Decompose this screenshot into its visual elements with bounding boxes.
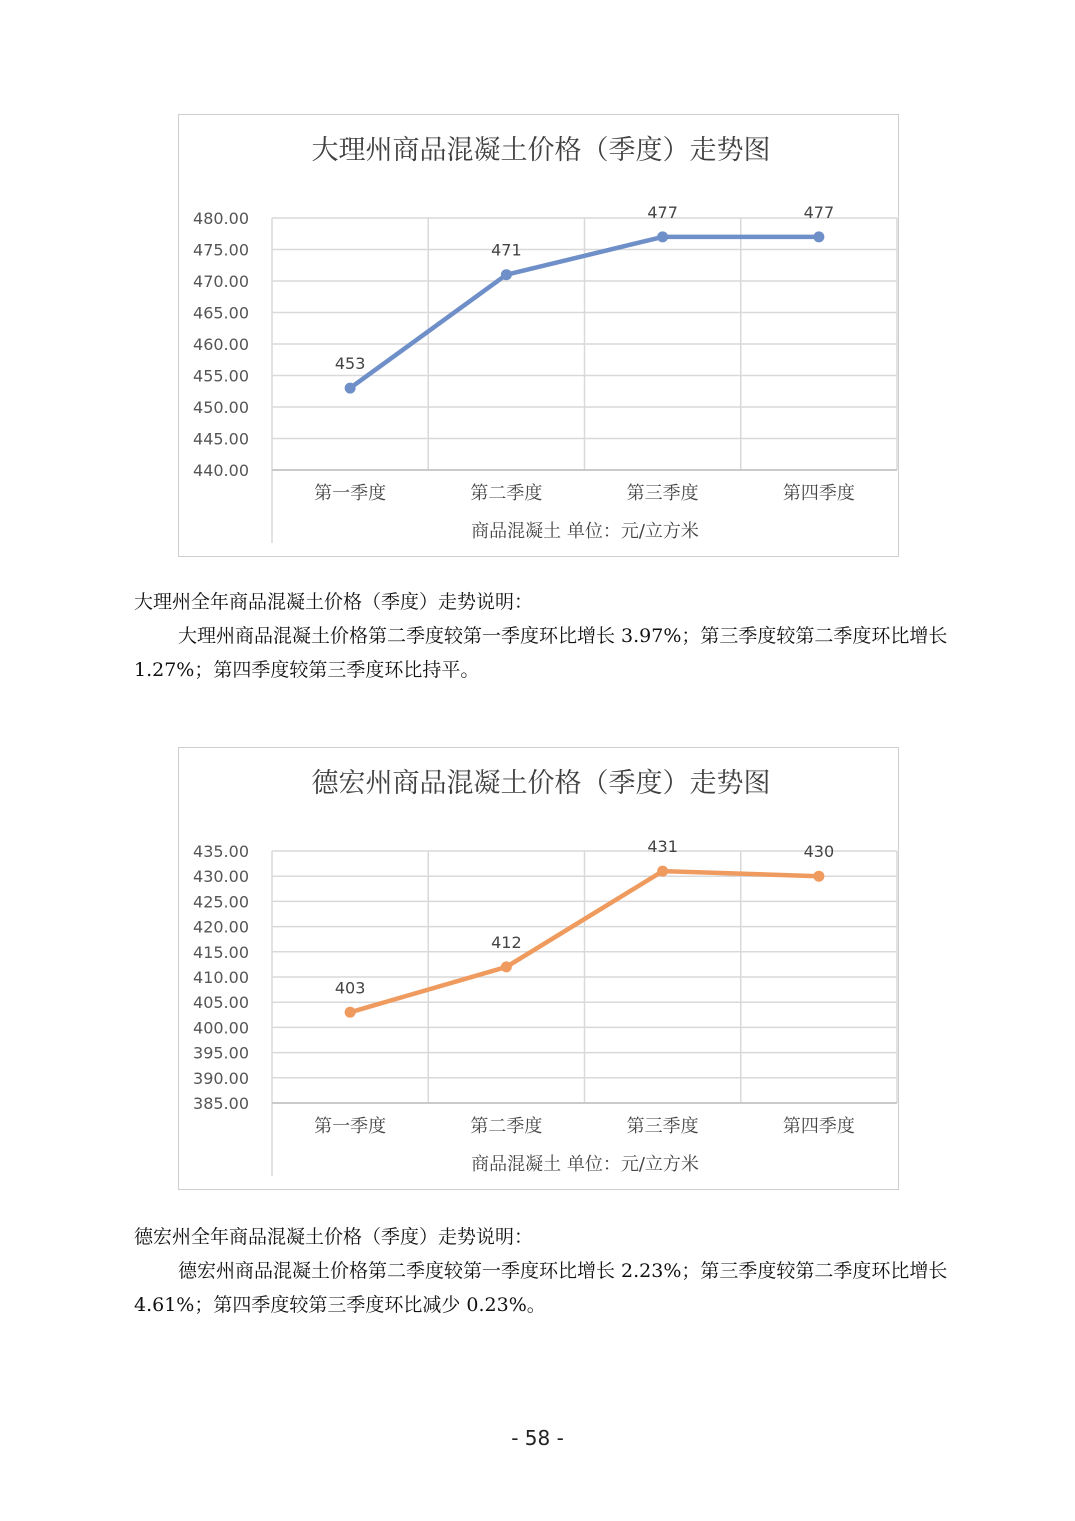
section-dali-heading: 大理州全年商品混凝土价格（季度）走势说明：	[134, 591, 534, 613]
dehong-y-tick-label: 430.00	[193, 867, 249, 887]
dali-x-tick-label: 第四季度	[782, 483, 855, 504]
dali-y-tick-label: 470.00	[193, 272, 249, 291]
dali-data-point	[345, 383, 356, 394]
dali-data-label: 471	[491, 240, 522, 260]
dehong-x-tick-label: 第一季度	[314, 1116, 387, 1137]
dehong-x-axis-title: 商品混凝土 单位：元/立方米	[471, 1154, 699, 1175]
dehong-y-tick-label: 420.00	[193, 917, 249, 937]
section-dehong-heading: 德宏州全年商品混凝土价格（季度）走势说明：	[134, 1226, 534, 1248]
chart-dehong-svg	[179, 748, 900, 1194]
dali-data-label: 477	[647, 202, 678, 222]
dehong-data-label: 431	[647, 837, 678, 857]
dali-x-tick-label: 第一季度	[314, 483, 387, 504]
dehong-y-tick-label: 390.00	[193, 1068, 249, 1088]
section-dali	[134, 585, 954, 687]
chart-dehong	[178, 747, 899, 1190]
dehong-data-point	[657, 866, 668, 877]
dali-y-tick-label: 480.00	[193, 209, 249, 228]
dehong-data-label: 403	[334, 978, 366, 998]
page-number: - 58 -	[511, 1426, 564, 1450]
dali-y-tick-label: 460.00	[193, 335, 249, 354]
chart-dali	[178, 114, 899, 557]
chart-dali-svg	[179, 115, 900, 558]
dehong-x-tick-label: 第三季度	[626, 1116, 699, 1137]
dali-x-tick-label: 第二季度	[470, 483, 543, 504]
section-dehong	[134, 1220, 954, 1322]
dali-data-point	[813, 231, 824, 242]
dali-chart-title: 大理州商品混凝土价格（季度）走势图	[311, 135, 771, 166]
dehong-x-tick-label: 第四季度	[782, 1116, 855, 1137]
dali-data-point	[501, 269, 512, 280]
dali-x-tick-label: 第三季度	[626, 483, 699, 504]
dehong-data-point	[345, 1007, 356, 1018]
dali-y-tick-label: 450.00	[193, 398, 249, 417]
dali-y-tick-label: 475.00	[193, 240, 249, 260]
dehong-y-tick-label: 415.00	[193, 942, 249, 962]
dehong-data-label: 430	[803, 842, 835, 862]
dehong-data-point	[501, 961, 512, 972]
dehong-y-tick-label: 410.00	[193, 968, 249, 987]
dehong-data-label: 412	[491, 932, 522, 952]
dali-y-tick-label: 465.00	[193, 303, 249, 323]
dehong-x-tick-label: 第二季度	[470, 1116, 543, 1137]
dehong-chart-title: 德宏州商品混凝土价格（季度）走势图	[311, 768, 771, 799]
dali-data-label: 453	[334, 354, 366, 374]
dali-y-tick-label: 445.00	[193, 429, 249, 449]
dehong-data-point	[813, 871, 824, 882]
dehong-y-tick-label: 395.00	[193, 1043, 249, 1063]
dehong-y-tick-label: 425.00	[193, 892, 249, 912]
dali-y-tick-label: 455.00	[193, 366, 249, 386]
dehong-y-tick-label: 385.00	[193, 1094, 249, 1113]
dali-y-tick-label: 440.00	[193, 461, 249, 480]
dehong-y-tick-label: 400.00	[193, 1018, 249, 1038]
section-dehong-body: 德宏州商品混凝土价格第二季度较第一季度环比增长 2.23%；第三季度较第二季度环比增长 4.61%；第四季度较第三季度环比减少 0.23%。	[134, 1260, 948, 1316]
dali-data-point	[657, 231, 668, 242]
dali-x-axis-title: 商品混凝土 单位：元/立方米	[471, 521, 699, 542]
section-dali-body: 大理州商品混凝土价格第二季度较第一季度环比增长 3.97%；第三季度较第二季度环比增长 1.27%；第四季度较第三季度环比持平。	[134, 625, 948, 681]
dali-data-label: 477	[803, 202, 835, 222]
dehong-y-tick-label: 405.00	[193, 993, 249, 1013]
dehong-y-tick-label: 435.00	[193, 842, 249, 861]
